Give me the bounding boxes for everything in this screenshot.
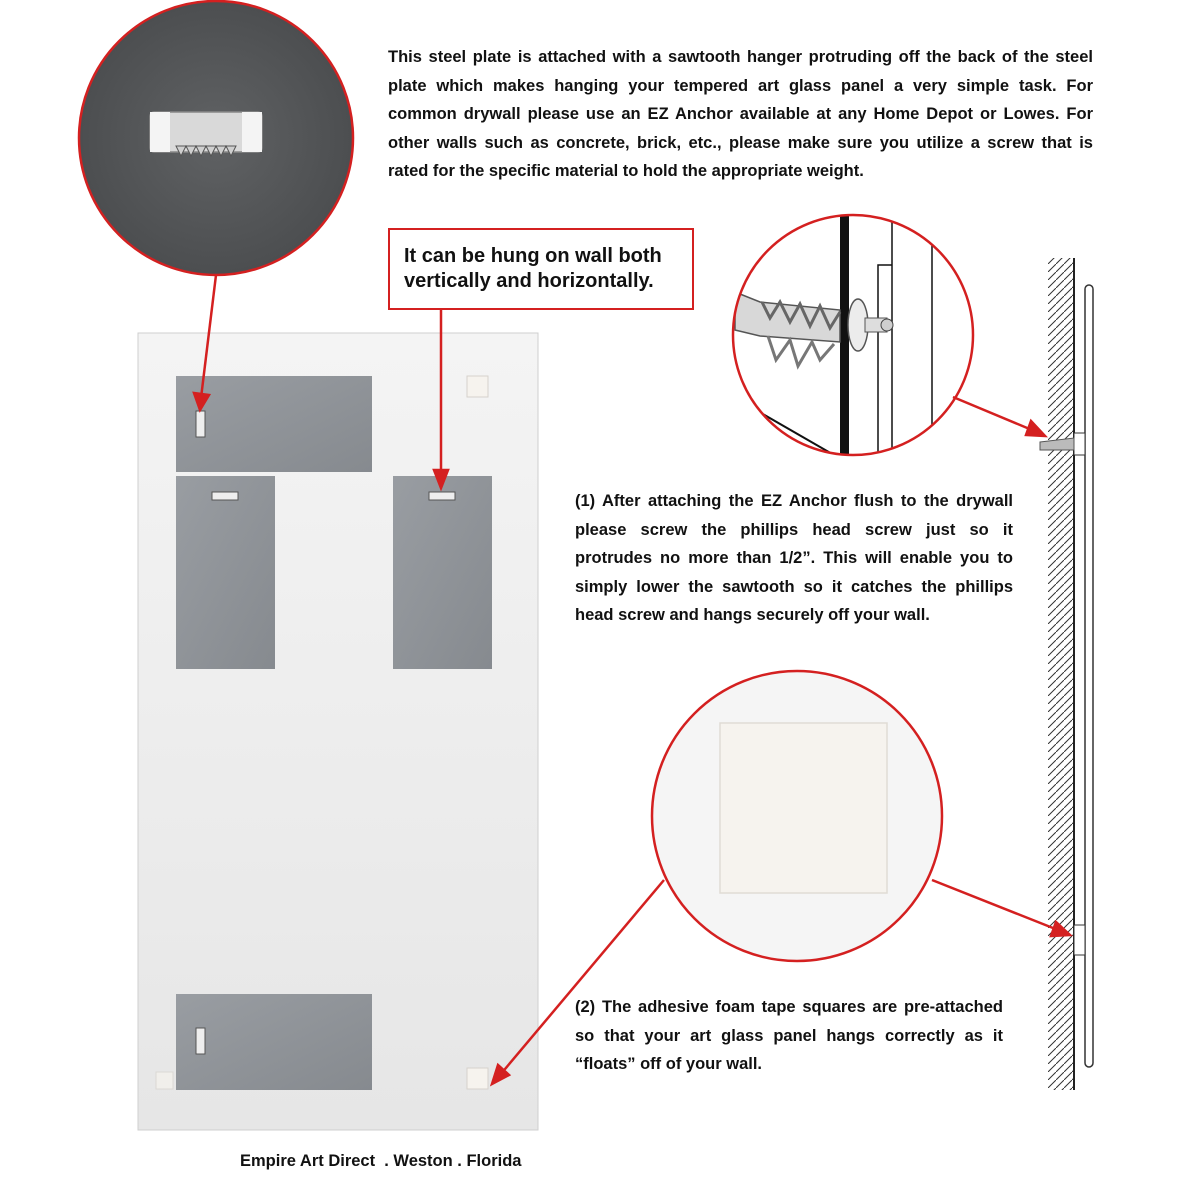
orientation-callout: It can be hung on wall both vertically and horizontally. (388, 228, 694, 310)
footer-credit: Empire Art Direct . Weston . Florida (240, 1152, 522, 1170)
glass-panel-back (138, 333, 538, 1130)
wall-side-view (1040, 258, 1093, 1090)
intro-paragraph: This steel plate is attached with a sawtooth hanger protruding off the back of the steel plate which makes hanging your tempered art glass panel a very simple task. For common drywall please use an EZ Anchor available at any Home Depot or Lowes. For other walls such as concrete, brick, etc., please make sure you utilize a screw that is rated for the specific material to hold the appropriate weight. (388, 48, 1093, 180)
step-1-paragraph: (1) After attaching the EZ Anchor flush to the drywall please screw the phillips head screw just so it protrudes no more than 1/2”. This will enable you to simply lower the sawtooth so it catches the phillips head screw and hangs securely off your wall. (575, 492, 1013, 624)
foam-pad-closeup (652, 671, 942, 961)
glass-panel-side (1085, 285, 1093, 1067)
steel-plate-right-vertical (393, 476, 492, 669)
step-2-paragraph: (2) The adhesive foam tape squares are pre-attached so that your art glass panel hangs correctly as it “floats” off of your wall. (575, 998, 1003, 1073)
sawtooth-closeup (79, 1, 353, 275)
anchor-closeup (730, 188, 973, 480)
steel-plate-left-vertical (176, 476, 275, 669)
foam-pad-side (1074, 925, 1085, 955)
